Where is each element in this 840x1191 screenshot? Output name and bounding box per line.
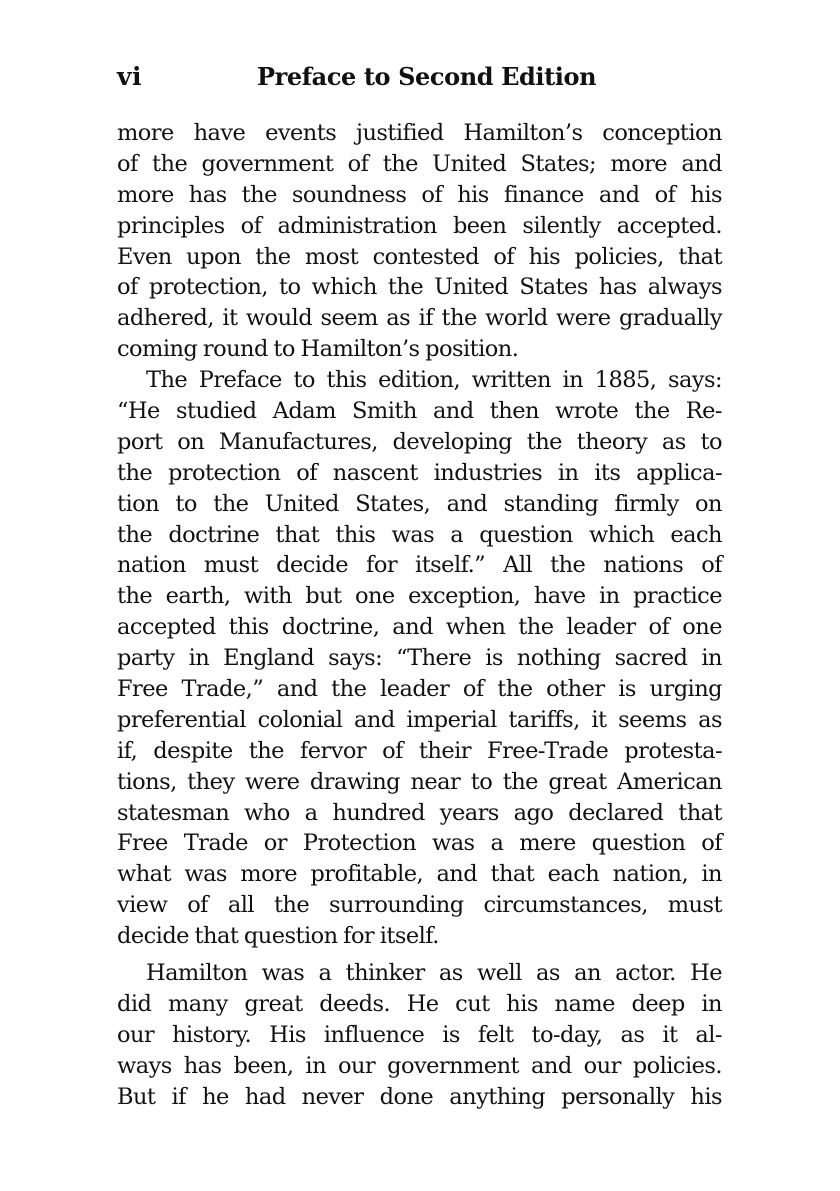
text-line: if, despite the fervor of their Free-Trade protesta- — [117, 737, 722, 764]
text-line: nation must decide for itself.” All the nations of — [117, 552, 722, 579]
text-line: the protection of nascent industries in its applica- — [117, 459, 722, 486]
text-line: our history. His influence is felt to-day, as it al- — [117, 1021, 722, 1048]
text-line: Even upon the most contested of his policies, that — [117, 243, 722, 270]
text-line: tion to the United States, and standing firmly on — [117, 490, 722, 517]
text-line: tions, they were drawing near to the great American — [117, 768, 722, 795]
text-line: ways has been, in our government and our policies. — [117, 1052, 722, 1079]
text-line: the earth, with but one exception, have in practice — [117, 583, 722, 610]
text-line: what was more profitable, and that each nation, in — [117, 861, 722, 888]
body-text — [117, 118, 722, 1113]
text-line: party in England says: “There is nothing sacred in — [117, 645, 722, 672]
text-line: coming round to Hamilton’s position. — [117, 336, 519, 363]
paragraph-2 — [117, 365, 722, 952]
text-line: more has the soundness of his finance and of his — [117, 181, 722, 208]
text-line: principles of administration been silently accepted. — [117, 212, 722, 239]
page-number: vi — [117, 62, 143, 91]
text-line: of the government of the United States; more and — [117, 150, 722, 177]
paragraph-3 — [117, 958, 722, 1112]
text-line: The Preface to this edition, written in 1885, says: — [146, 367, 722, 394]
text-line: Hamilton was a thinker as well as an actor. He — [146, 960, 722, 987]
paragraph-1 — [117, 118, 722, 365]
text-line: port on Manufactures, developing the theory as to — [117, 428, 722, 455]
text-line: of protection, to which the United States has always — [117, 274, 722, 301]
text-line: decide that question for itself. — [117, 923, 439, 950]
text-line: preferential colonial and imperial tariffs, it seems as — [117, 706, 722, 733]
running-head — [117, 62, 722, 96]
text-line: adhered, it would seem as if the world were gradually — [117, 305, 722, 332]
text-line: more have events justified Hamilton’s conception — [117, 120, 722, 146]
text-line: did many great deeds. He cut his name deep in — [117, 990, 722, 1017]
text-line: Free Trade or Protection was a mere question of — [117, 830, 722, 857]
text-line: But if he had never done anything personally his — [117, 1083, 722, 1110]
text-line: “He studied Adam Smith and then wrote the Re- — [117, 398, 722, 425]
text-line: Free Trade,” and the leader of the other is urging — [117, 676, 722, 703]
text-line: the doctrine that this was a question which each — [117, 521, 722, 548]
text-line: accepted this doctrine, and when the leader of one — [117, 614, 722, 641]
text-line: statesman who a hundred years ago declared that — [117, 799, 722, 826]
text-line: view of all the surrounding circumstances, must — [117, 892, 722, 919]
running-title: Preface to Second Edition — [257, 62, 597, 91]
